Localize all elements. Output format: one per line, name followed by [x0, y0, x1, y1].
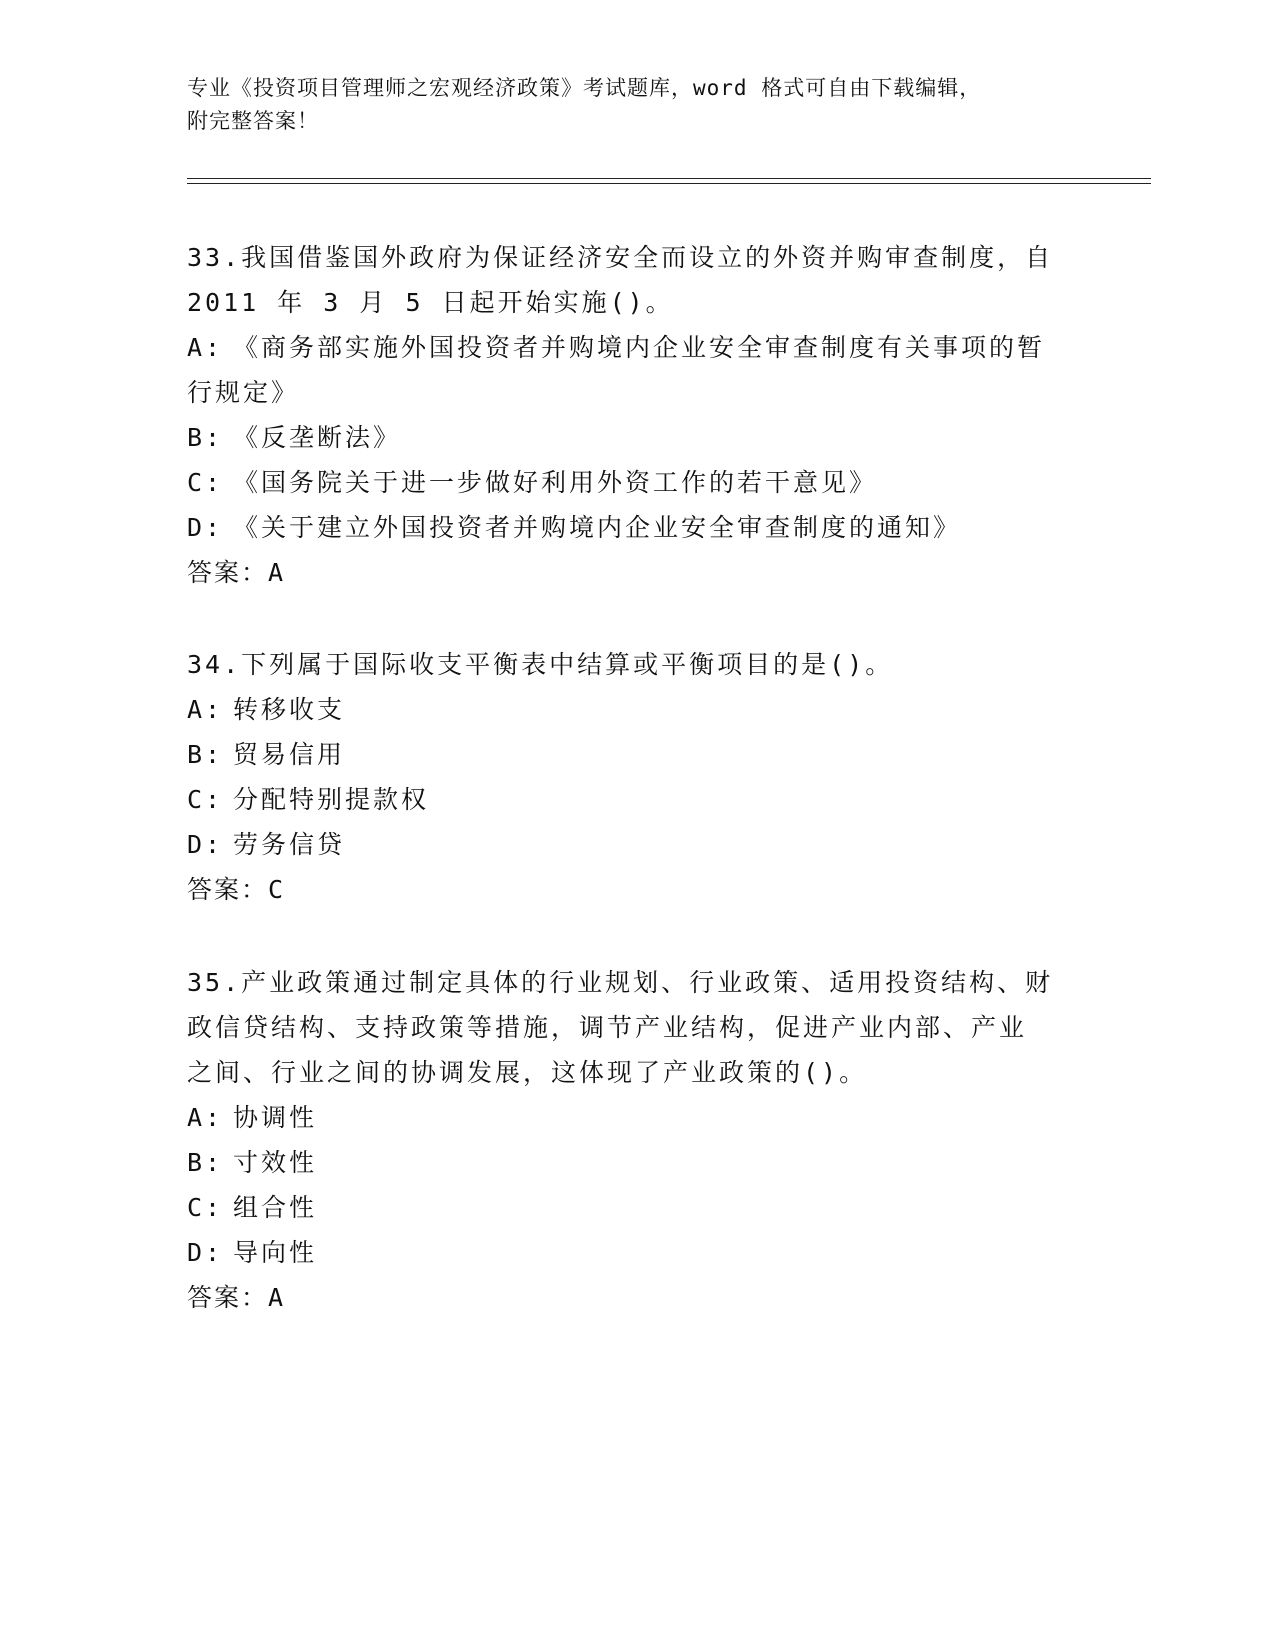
option-a	[187, 325, 1087, 370]
answer-line	[187, 867, 1087, 912]
option-c	[187, 460, 1087, 505]
answer-value: A	[268, 558, 286, 587]
question-stem-line: 33.我国借鉴国外政府为保证经济安全而设立的外资并购审查制度，自	[187, 243, 1054, 272]
option-text: 《国务院关于进一步做好利用外资工作的若干意见》	[233, 468, 878, 497]
option-text: 协调性	[233, 1103, 318, 1132]
option-text: 《商务部实施外国投资者并购境内企业安全审查制度有关事项的暂	[233, 333, 1046, 362]
option-key: C:	[187, 785, 224, 814]
option-key: A:	[187, 333, 224, 362]
question-stem-line: 34.下列属于国际收支平衡表中结算或平衡项目的是()。	[187, 650, 894, 679]
option-text: 《关于建立外国投资者并购境内企业安全审查制度的通知》	[233, 513, 962, 542]
option-text: 导向性	[233, 1238, 318, 1267]
option-key: B:	[187, 423, 224, 452]
question-stem-line: 政信贷结构、支持政策等措施，调节产业结构，促进产业内部、产业	[187, 1013, 1028, 1042]
option-c	[187, 1185, 1087, 1230]
option-key: C:	[187, 1193, 224, 1222]
option-a	[187, 687, 1087, 732]
question-34	[187, 642, 1087, 912]
option-text: 组合性	[233, 1193, 318, 1222]
answer-value: A	[268, 1283, 286, 1312]
option-key: D:	[187, 513, 224, 542]
question-33	[187, 235, 1087, 595]
option-d	[187, 822, 1087, 867]
option-text: 转移收支	[233, 695, 346, 724]
option-b	[187, 732, 1087, 777]
answer-line	[187, 1275, 1087, 1320]
header-line-1: 专业《投资项目管理师之宏观经济政策》考试题库，word 格式可自由下载编辑，	[187, 76, 982, 100]
option-key: A:	[187, 1103, 224, 1132]
option-text: 寸效性	[233, 1148, 318, 1177]
answer-label: 答案：	[187, 558, 269, 587]
option-key: C:	[187, 468, 224, 497]
option-text: 劳务信贷	[233, 830, 346, 859]
option-b	[187, 415, 1087, 460]
header-divider-bottom	[187, 183, 1151, 184]
question-stem-line: 2011 年 3 月 5 日起开始实施()。	[187, 288, 674, 317]
option-a-continuation: 行规定》	[187, 378, 300, 407]
option-key: D:	[187, 1238, 224, 1267]
option-text: 分配特别提款权	[233, 785, 430, 814]
document-header	[187, 72, 1087, 138]
option-key: B:	[187, 1148, 224, 1177]
option-c	[187, 777, 1087, 822]
option-b	[187, 1140, 1087, 1185]
answer-line	[187, 550, 1087, 595]
question-stem-line: 35.产业政策通过制定具体的行业规划、行业政策、适用投资结构、财	[187, 968, 1054, 997]
header-divider-top	[187, 178, 1151, 179]
option-d	[187, 1230, 1087, 1275]
question-stem-line: 之间、行业之间的协调发展，这体现了产业政策的()。	[187, 1058, 868, 1087]
option-text: 贸易信用	[233, 740, 346, 769]
header-line-2: 附完整答案！	[187, 109, 319, 133]
answer-label: 答案：	[187, 875, 269, 904]
option-d	[187, 505, 1087, 550]
option-key: B:	[187, 740, 224, 769]
answer-label: 答案：	[187, 1283, 269, 1312]
option-key: D:	[187, 830, 224, 859]
answer-value: C	[268, 875, 286, 904]
option-key: A:	[187, 695, 224, 724]
option-text: 《反垄断法》	[233, 423, 402, 452]
question-35	[187, 960, 1087, 1320]
option-a	[187, 1095, 1087, 1140]
